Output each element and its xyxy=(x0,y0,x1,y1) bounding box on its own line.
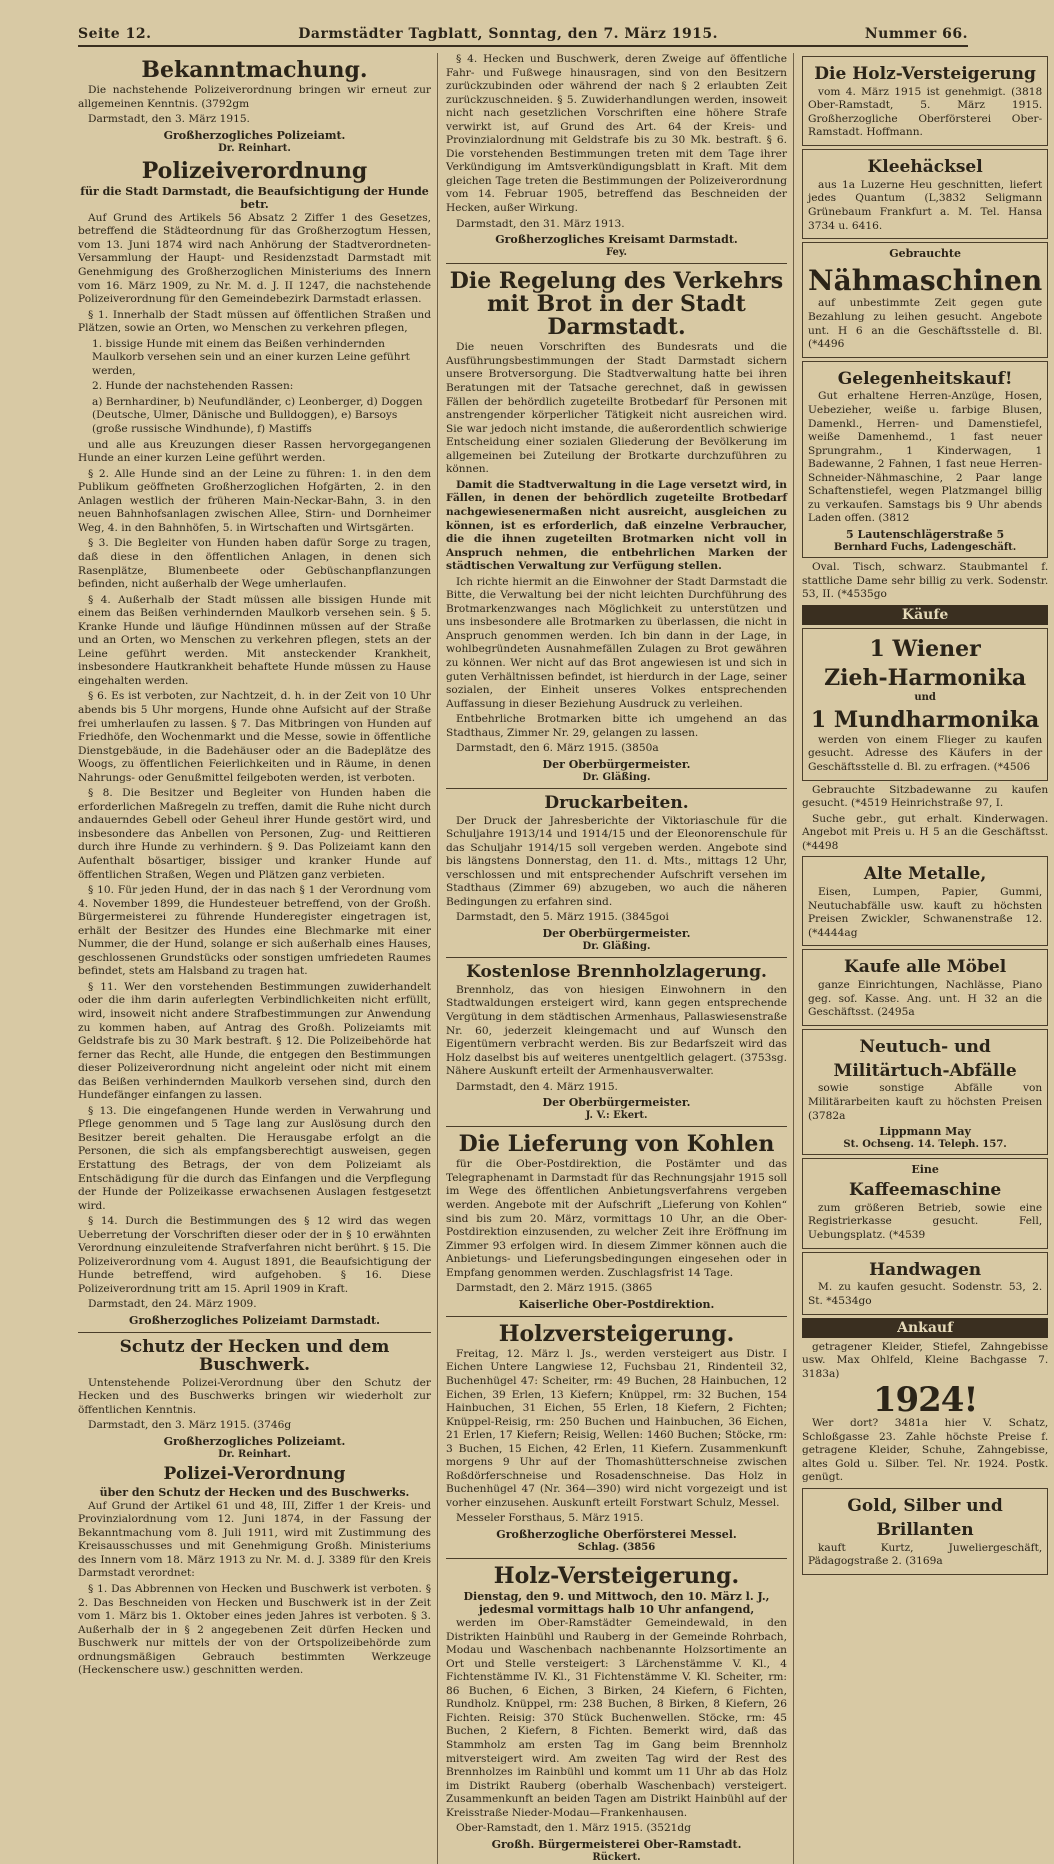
ad-text: Eisen, Lumpen, Papier, Gummi, Neutuchabfälle usw. kauft zu höchsten Preisen Zwickler, Schwanenstraße 12. (*4444ag xyxy=(808,886,1043,939)
ad-furniture xyxy=(802,949,1048,1025)
wood-auction-signature: Großherzogliche Oberförsterei Messel. xyxy=(496,1528,737,1541)
coal-notice-text: für die Ober-Postdirektion, die Postämter und das Telegraphenamt in Darmstadt für das Rechnungsjahr 1915 soll im Wege des öffentlichen Anbietungsverfahrens vergeben werden. Angebote mit der Aufschrift „Lieferung von Kohlen“ sind bis zum 20. März, vormittags 10 Uhr, an die Ober-Postdirektion einzusenden, zu welcher Zeit ihre Eröffnung im Zimmer 93 erfolgen wird. In diesem Zimmer können auch die Anbietungs- und Lieferungsbedingungen eingesehen oder in Empfang genommen werden. Zuschlagsfrist 14 Tage. xyxy=(446,1158,787,1279)
firewood-notice-signature: Der Oberbürgermeister. xyxy=(542,1096,691,1110)
divider xyxy=(446,788,787,789)
ad-text: ganze Einrichtungen, Nachlässe, Piano geg. sof. Kasse. Ang. unt. H 32 an die Geschäftsst. (2495a xyxy=(808,979,1043,1019)
ad-gold xyxy=(802,1488,1048,1575)
column-right xyxy=(802,53,1054,1864)
ad-title: Alte Metalle, xyxy=(863,864,987,885)
ad-title: Militärtuch-Abfälle xyxy=(833,1060,1017,1081)
wood-auction-date: Messeler Forsthaus, 5. März 1915. xyxy=(456,1512,644,1525)
ordinance-paragraph: und alle aus Kreuzungen dieser Rassen hervorgegangenen Hunde an einer kurzen Leine geführt werden. xyxy=(78,438,431,465)
divider xyxy=(446,1558,787,1559)
firewood-notice-date: Darmstadt, den 4. März 1915. xyxy=(456,1080,618,1093)
hedge-notice-title: Schutz der Hecken und dem Buschwerk. xyxy=(119,1337,390,1375)
masthead: Darmstädter Tagblatt, Sonntag, den 7. März 1915. xyxy=(298,26,719,42)
ad-text: auf unbestimmte Zeit gegen gute Bezahlung zu leihen gesucht. Angebote unt. H 6 an die Geschäftsstelle d. Bl. (*4496 xyxy=(808,297,1043,351)
hedge-ordinance-text: Auf Grund der Artikel 61 und 48, III, Ziffer 1 der Kreis- und Provinzialordnung vom 12. Juni 1874, in der Fassung der Bekanntmachung vom 8. Juli 1911, wird mit Zustimmung des Kreisausschusses und mit Genehmigung Großh. Ministeriums des Innern vom 18. März 1913 zu Nr. M. d. J. 3389 für den Kreis Darmstadt verordnet: xyxy=(78,1499,431,1580)
ad-bargain xyxy=(802,361,1048,558)
print-notice-text: Der Druck der Jahresberichte der Viktoriaschule für die Schuljahre 1913/14 und 1914/15 und der Eleonorenschule für das Schuljahr 1914/15 soll vergeben werden. Angebote sind bis längstens Donnerstag, den 11. d. Mts., mittags 12 Uhr, verschlossen und mit entsprechender Aufschrift versehen im Stadthaus (Zimmer 69) abzugeben, wo auch die näheren Bedingungen zu erfahren sind. xyxy=(446,814,787,908)
firewood-notice-name: J. V.: Ekert. xyxy=(585,1110,648,1122)
divider xyxy=(78,1332,431,1333)
ad-table: Oval. Tisch, schwarz. Staubmantel f. stattliche Dame sehr billig zu verk. Sodenstr. 53, II. (*4535go xyxy=(802,560,1049,601)
ad-name: Bernhard Fuchs, Ladengeschäft. xyxy=(833,541,1017,553)
firewood-notice-title: Kostenlose Brennholzlagerung. xyxy=(466,962,767,983)
ordinance-title: Polizeiverordnung xyxy=(141,157,368,184)
wood-auction-2-title: Holz-Versteigerung. xyxy=(493,1563,740,1589)
ad-text: kauft Kurtz, Juweliergeschäft, Pädagogstraße 2. (3169a xyxy=(808,1541,1043,1568)
page-number: Seite 12. xyxy=(78,26,152,42)
page-header xyxy=(78,26,968,47)
column-left xyxy=(78,53,438,1864)
ad-title: Gelegenheitskauf! xyxy=(837,368,1013,389)
ad-title: Neutuch- und xyxy=(859,1036,991,1057)
ordinance-breeds: a) Bernhardiner, b) Neufundländer, c) Leonberger, d) Doggen (Deutsche, Ulmer, Dänische und Bulldoggen), e) Barsoys (große russische Windhunde), f) Mastiffs xyxy=(92,395,423,436)
wood-auction-2-name: Rückert. xyxy=(592,1851,641,1863)
wood-auction-text: Freitag, 12. März l. Js., werden versteigert aus Distr. I Eichen Untere Langwiese 12, Fuchsbau 21, Rindenteil 32, Buchenhügel 47: Scheiter, rm: 49 Buchen, 28 Hainbuchen, 12 Eichen, 39 Erlen, 13 Kiefern; Knüppel, rm: 32 Buchen, 154 Hainbuchen, 31 Eichen, 55 Erlen, 18 Kiefern, 2 Fichten; Knüppel-Reisig, rm: 250 Buchen und Hainbuchen, 36 Eichen, 21 Erlen, 17 Kiefern; Reisig, Wellen: 1460 Buchen; Stöcke, rm: 3 Buchen, 15 Eichen, 42 Erlen, 11 Kiefern. Zusammenkunft morgens 9 Uhr auf der Thomashütterschneise zwischen Roßdörferschneise und Rosadenschneise. Das Holz in Buchenhügel 47 (Nr. 364—390) wird nicht vorgezeigt und ist vorher einzusehen. Auskunft erteilt Forstwart Schulz, Messel. xyxy=(446,1347,787,1509)
bread-notice-name: Dr. Gläßing. xyxy=(582,771,651,783)
hedge-notice-name: Dr. Reinhart. xyxy=(218,1448,291,1460)
bread-notice-paragraph: Entbehrliche Brotmarken bitte ich umgehend an das Stadthaus, Zimmer Nr. 29, gelangen zu lassen. xyxy=(446,713,787,739)
hedge-continued-text: § 4. Hecken und Buschwerk, deren Zweige auf öffentliche Fahr- und Fußwege hinausragen, sind von den Besitzern zurückzubinden oder während der nach § 2 erlaubten Zeit zurückzuschneiden. § 5. Zuwiderhandlungen werden, insoweit nicht nach gesetzlichen Vorschriften eine höhere Strafe verwirkt ist, auf Grund des Art. 64 der Kreis- und Provinzialordnung mit Geldstrafe bis zu 30 Mk. bestraft. § 6. Die vorstehenden Bestimmungen treten mit dem Tage ihrer Verkündigung im Amtsverkündigungsblatt in Kraft. Mit dem gleichen Tage treten die Bestimmungen der Polizeiverordnung vom 14. Februar 1905, betreffend das Beschneiden der Hecken, außer Wirkung. xyxy=(446,53,787,215)
ordinance-signature: Großherzogliches Polizeiamt Darmstadt. xyxy=(129,1314,380,1328)
bread-notice-title: Die Regelung des Verkehrs mit Brot in der Stadt Darmstadt. xyxy=(449,268,784,341)
ad-text: M. zu kaufen gesucht. Sodenstr. 53, 2. St. *4534go xyxy=(808,1281,1043,1307)
ad-text: vom 4. März 1915 ist genehmigt. (3818 Ober-Ramstadt, 5. März 1915. Großherzogliche Oberförsterei Ober-Ramstadt. Hoffmann. xyxy=(808,85,1043,139)
hedge-ordinance-paragraphs: § 1. Das Abbrennen von Hecken und Buschwerk ist verboten. § 2. Das Beschneiden von Hecken und Buschwerk ist in der Zeit vom 1. März bis 1. Oktober eines jeden Jahres ist verboten. § 3. Außerhalb der in § 2 angegebenen Zeit dürfen Hecken und Buschwerk nur mittels der von der Ortspolizeibehörde zum ordnungsmäßigen Gebrauch bestimmten Werkzeuge (Heckenschere usw.) geschnitten werden. xyxy=(78,1583,431,1677)
wood-auction-2-subtitle: Dienstag, den 9. und Mittwoch, den 10. März l. J., jedesmal vormittags halb 10 Uhr anfangend, xyxy=(463,1590,770,1617)
ordinance-paragraph: § 10. Für jeden Hund, der in das nach § 1 der Verordnung vom 4. November 1899, die Hundesteuer betreffend, von der Großh. Bürgermeisterei zu führende Hunderegister eingetragen ist, erhält der Besitzer des Hundes eine Blechmarke mit einer Nummer, die der Hund, solange er sich außerhalb eines Hauses, geschlossenen Grundstücks oder sonstigen umfriedeten Raumes befindet, stets am Halsband zu tragen hat. xyxy=(78,884,431,978)
ad-purchase-text: getragener Kleider, Stiefel, Zahngebisse usw. Max Ohlfeld, Kleine Bachgasse 7. 3183a) xyxy=(802,1340,1049,1380)
column-middle xyxy=(446,53,794,1864)
ordinance-paragraph: § 6. Es ist verboten, zur Nachtzeit, d. h. in der Zeit von 10 Uhr abends bis 5 Uhr morgens, Hunde ohne Aufsicht auf der Straße frei umherlaufen zu lassen. § 7. Das Mitbringen von Hunden auf Friedhöfe, den Wochenmarkt und die Messe, sowie in öffentliche Dienstgebäude, in die Badehäuser oder an die Badeplätze des Woogs, zu öffentlichen Feierlichkeiten und in Räume, in denen Nahrungs- oder Genußmittel feilgeboten werden, ist verboten. xyxy=(78,690,431,784)
ad-pram: Suche gebr., gut erhalt. Kinderwagen. Angebot mit Preis u. H 5 an die Geschäftsst. (*4498 xyxy=(802,812,1049,852)
ad-title: Kaufe alle Möbel xyxy=(844,957,1007,978)
ordinance-paragraph: Auf Grund des Artikels 56 Absatz 2 Ziffer 1 des Gesetzes, betreffend die Städteordnung für das Großherzogtum Hessen, vom 13. Juni 1874 wird nach Anhörung der Stadtverordneten-Versammlung der Haupt- und Residenzstadt Darmstadt mit Genehmigung des Großherzoglichen Ministeriums des Innern vom 16. März 1909, zu Nr. M. d. J. II 1247, die nachstehende Polizeiverordnung für den Gemeindebezirk Darmstadt erlassen. xyxy=(78,211,431,306)
ad-title: Die Holz-Versteigerung xyxy=(814,64,1036,84)
ad-and: und xyxy=(914,691,936,703)
section-buy-header: Käufe xyxy=(802,605,1048,625)
ad-address: St. Ochseng. 14. Teleph. 157. xyxy=(843,1139,1007,1151)
ad-title: 1 Mundharmonika xyxy=(810,706,1040,733)
ad-text: werden von einem Flieger zu kaufen gesucht. Adresse des Käufers in der Geschäftsstelle d. Bl. zu erfragen. (*4506 xyxy=(808,733,1043,773)
hedge-notice-text: Untenstehende Polizei-Verordnung über den Schutz der Hecken und des Buschwerks bringen wir wiederholt zur öffentlichen Kenntnis. xyxy=(78,1376,431,1416)
ordinance-list-item: 2. Hunde der nachstehenden Rassen: xyxy=(92,380,294,393)
wood-auction-name: Schlag. (3856 xyxy=(577,1542,656,1553)
ad-pretitle: Eine xyxy=(911,1163,939,1177)
wood-auction-title: Holzversteigerung. xyxy=(498,1320,735,1347)
ad-title: Nähmaschinen xyxy=(808,264,1043,298)
print-notice-date: Darmstadt, den 5. März 1915. (3845goi xyxy=(456,911,669,924)
ordinance-date: Darmstadt, den 24. März 1909. xyxy=(88,1298,257,1311)
ad-coffee-machine xyxy=(802,1158,1048,1248)
hedge-continued-name: Fey. xyxy=(605,247,628,259)
ad-clover xyxy=(802,149,1048,239)
ad-pretitle: Gebrauchte xyxy=(889,247,961,261)
ad-purchase-header: Ankauf xyxy=(802,1318,1048,1338)
bread-notice-signature: Der Oberbürgermeister. xyxy=(542,757,691,771)
ad-phone-text: Wer dort? 3481a hier V. Schatz, Schloßgasse 23. Zahle höchste Preise f. getragene Kleider, Schuhe, Zahngebisse, altes Gold u. Silber. Tel. Nr. 1924. Postk. genügt. xyxy=(802,1417,1049,1484)
ordinance-paragraph: § 2. Alle Hunde sind an der Leine zu führen: 1. in den dem Publikum geöffneten Großherzoglichen Hofgärten, 2. in den Anlagen westlich der früheren Main-Neckar-Bahn, 3. in den neuen Bahnhofsanlagen zwischen Allee, Stirn- und Dornheimer Weg, 4. in den Bahnhöfen, 5. in Wirtschaften und Wirtsgärten. xyxy=(78,467,431,534)
ad-text: aus 1a Luzerne Heu geschnitten, liefert jedes Quantum (L,3832 Seligmann Grünebaum Frankfurt a. M. Tel. Hansa 3734 u. 6416. xyxy=(808,178,1043,232)
divider xyxy=(446,1316,787,1317)
ad-title: Zieh-Harmonika xyxy=(824,664,1027,691)
wood-auction-2-date: Ober-Ramstadt, den 1. März 1915. (3521dg xyxy=(456,1822,691,1835)
divider xyxy=(446,263,787,264)
bread-notice-date: Darmstadt, den 6. März 1915. (3850a xyxy=(456,742,659,755)
ad-metals xyxy=(802,856,1048,946)
ad-bathtub: Gebrauchte Sitzbadewanne zu kaufen gesucht. (*4519 Heinrichstraße 97, I. xyxy=(802,783,1049,810)
ad-title: 1 Wiener xyxy=(869,635,981,662)
ordinance-paragraph: § 8. Die Besitzer und Begleiter von Hunden haben die erforderlichen Maßregeln zu treffen, damit die Ruhe nicht durch andauerndes Gebell oder Geheul ihrer Hunde gestört wird, und insbesondere das Anbellen von Personen, Zug- und Reittieren durch ihre Hunde zu verhindern. § 9. Das Polizeiamt kann den Aufenthalt bösartiger, bissiger und kranker Hunde auf öffentlichen Straßen, Wegen und Plätzen ganz verbieten. xyxy=(78,787,431,881)
print-notice-name: Dr. Gläßing. xyxy=(582,941,651,953)
ad-harmonica xyxy=(802,628,1048,781)
ad-cloth-scraps xyxy=(802,1029,1048,1155)
ad-handcart xyxy=(802,1252,1048,1315)
notice-text: Die nachstehende Polizeiverordnung bringen wir erneut zur allgemeinen Kenntnis. (3792gm xyxy=(78,84,431,110)
hedge-continued-date: Darmstadt, den 31. März 1913. xyxy=(456,217,625,230)
ad-address: 5 Lautenschlägerstraße 5 xyxy=(846,527,1005,541)
ad-text: Gut erhaltene Herren-Anzüge, Hosen, Uebezieher, weiße u. farbige Blusen, Damenkl., Herren- und Damenstiefel, weiße Damenhemd., 1 fast neuer Sprungrahm., 1 Kinderwagen, 1 Badewanne, 2 Fahnen, 1 fast neue Herren-Schneider-Nähmaschine, 2 Paar lange Schaftenstiefel, wegen Platzmangel billig zu verkaufen. Samstags bis 9 Uhr abends Laden offen. (3812 xyxy=(808,390,1043,525)
coal-notice-signature: Kaiserliche Ober-Postdirektion. xyxy=(518,1297,715,1311)
ad-sewing-machines xyxy=(802,242,1048,358)
ad-phone-number: 1924! xyxy=(872,1380,978,1421)
bread-notice-paragraph: Damit die Stadtverwaltung in die Lage versetzt wird, in Fällen, in denen der behördlich zugeteilte Brotbedarf nachgewiesenermaßen nicht ausreicht, ausgleichen zu können, ist es erforderlich, daß einzelne Verbraucher, die die ihnen zugeteilten Brotmarken nicht voll in Anspruch nehmen, die entbehrlichen Marken der städtischen Verwaltung zur Verfügung stellen. xyxy=(446,478,787,573)
ordinance-paragraph: § 4. Außerhalb der Stadt müssen alle bissigen Hunde mit einem das Beißen verhindernden Maulkorb versehen sein. § 5. Kranke Hunde und läufige Hündinnen müssen auf der Straße und an Orten, wo Menschen zu verkehren pflegen, stets an der Leine geführt werden. Mit ansteckender Krankheit, insbesondere Hautkrankheit behaftete Hunde müssen zu Hause eingehalten werden. xyxy=(78,593,431,687)
hedge-notice-date: Darmstadt, den 3. März 1915. (3746g xyxy=(88,1419,292,1432)
ad-name: Lippmann May xyxy=(879,1125,971,1139)
hedge-notice-signature: Großherzogliches Polizeiamt. xyxy=(163,1434,346,1448)
ordinance-paragraph: § 1. Innerhalb der Stadt müssen auf öffentlichen Straßen und Plätzen, sowie an Orten, wo Menschen zu verkehren pflegen, xyxy=(78,308,431,335)
hedge-ordinance-title: Polizei-Verordnung xyxy=(163,1463,346,1484)
bread-notice-paragraph: Die neuen Vorschriften des Bundesrats und die Ausführungsbestimmungen der Stadt Darmstadt sichern unsere Brotversorgung. Die Stadtverwaltung hatte bei ihren Beratungen mit der Tatsache gerechnet, daß in gewissen Fällen der behördlich zugeteilte Brotbedarf für Personen mit anstrengender körperlicher Tätigkeit nicht ausreichen wird. Sie war jedoch nicht imstande, die außerordentlich schwierige Entscheidung einer sozialen Gliederung der Bevölkerung im allgemeinen bei Zuteilung der Brotkarte durchzuführen zu können. xyxy=(446,341,787,476)
ordinance-paragraph: § 14. Durch die Bestimmungen des § 12 wird das wegen Ueberretung der Vorschriften dieser oder der in § 10 erwähnten Verordnung einzuleitende Strafverfahren nicht berührt. § 15. Die Polizeiverordnung vom 4. August 1891, die Beaufsichtigung der Hunde betreffend, wird aufgehoben. § 16. Diese Polizeiverordnung tritt am 15. April 1909 in Kraft. xyxy=(78,1215,431,1295)
coal-notice-title: Die Lieferung von Kohlen xyxy=(458,1131,775,1158)
hedge-ordinance-subtitle: über den Schutz der Hecken und des Buschwerks. xyxy=(99,1485,410,1499)
wood-auction-2-text: werden im Ober-Ramstädter Gemeindewald, in den Distrikten Hainbühl und Rauberg in der Gemeinde Rohrbach, Modau und Waschenbach nachbenannte Holzsortimente an Ort und Stelle versteigert: 3 Lärchenstämme V. Kl., 4 Fichtenstämme IV. Kl., 31 Fichtenstämme V. Kl. Scheiter, rm: 86 Buchen, 6 Eichen, 3 Birken, 24 Kiefern, 6 Fichten, Rundholz. Knüppel, rm: 238 Buchen, 8 Birken, 8 Kiefern, 26 Fichten. Reisig: 370 Stück Buchenwellen. Stöcke, rm: 45 Buchen, 2 Kiefern, 8 Fichten. Bemerkt wird, daß das Stammholz am ersten Tag im Gang beim Brennholz mitversteigert wird. Am zweiten Tag wird der Rest des Brennholzes im Rainbühl und kommt um 11 Uhr ab das Holz im Distrikt Rauberg (oberhalb Waschenbach) versteigert. Zusammenkunft an beiden Tagen am Distrikt Hainbühl auf der Kreisstraße Nieder-Modau—Frankenhausen. xyxy=(446,1617,787,1819)
print-notice-signature: Der Oberbürgermeister. xyxy=(542,927,691,941)
issue-number: Nummer 66. xyxy=(864,26,968,42)
notice-title: Bekanntmachung. xyxy=(141,57,368,83)
wood-auction-2-signature: Großh. Bürgermeisterei Ober-Ramstadt. xyxy=(491,1837,742,1851)
firewood-notice-text: Brennholz, das von hiesigen Einwohnern in den Stadtwaldungen ersteigert wird, kann gegen entsprechende Vergütung in dem städtischen Armenhaus, Pallaswiesenstraße Nr. 60, jederzeit kleingemacht und auf Wunsch den Eigentümern verbracht werden. Bis zur Bedarfszeit wird das Holz daselbst bis auf weiteres unentgeltlich gelagert. (3753sg. Nähere Auskunft erteilt der Armenhausverwalter. xyxy=(446,983,787,1078)
ordinance-subtitle: für die Stadt Darmstadt, die Beaufsichtigung der Hunde betr. xyxy=(80,184,429,211)
ordinance-paragraph: § 13. Die eingefangenen Hunde werden in Verwahrung und Pflege genommen und 5 Tage lang zur Auslösung durch den Besitzer bereit gehalten. Die Herausgabe erfolgt an die Personen, die sich als empfangsberechtigt ausweisen, gegen Erstattung des Betrags, der von dem Polizeiamt als Entschädigung für die durch das Einfangen und die Verpflegung der Hunde der Polizeikasse erwachsenen Auslagen festgesetzt wird. xyxy=(78,1104,431,1212)
ordinance-list-item: 1. bissige Hunde mit einem das Beißen verhindernden Maulkorb versehen sein und an einer kurzen Leine geführt werden, xyxy=(92,337,410,377)
ad-title: Gold, Silber und xyxy=(847,1495,1003,1516)
ad-title: Kaffeemaschine xyxy=(848,1180,1002,1201)
ordinance-paragraph: § 11. Wer den vorstehenden Bestimmungen zuwiderhandelt oder die ihm darin auferlegten Verbindlichkeiten nicht erfüllt, wird, insoweit nicht andere Strafbestimmungen zur Anwendung zu kommen haben, auf Antrag des Großh. Polizeiamts mit Geldstrafe bis zu 30 Mark bestraft. § 12. Die Polizeibehörde hat ferner das Recht, alle Hunde, die entgegen den Bestimmungen dieser Polizeiverordnung nicht angeleint oder nicht mit einem das Beißen verhindernden Maulkorb versehen sind, durch den Hundefänger einfangen zu lassen. xyxy=(78,980,431,1102)
ad-text: sowie sonstige Abfälle von Militärarbeiten kauft zu höchsten Preisen (3782a xyxy=(808,1082,1043,1122)
notice-date: Darmstadt, den 3. März 1915. xyxy=(88,113,250,126)
ordinance-paragraph: § 3. Die Begleiter von Hunden haben dafür Sorge zu tragen, daß diese in den öffentlichen Anlagen, in denen sich Rasenplätze, Blumenbeete oder Gebüschanpflanzungen befinden, nicht außerhalb der Wege umherlaufen. xyxy=(78,537,431,591)
coal-notice-date: Darmstadt, den 2. März 1915. (3865 xyxy=(456,1282,653,1295)
bread-notice-paragraph: Ich richte hiermit an die Einwohner der Stadt Darmstadt die Bitte, die Verwaltung bei der nicht leichten Durchführung des Brotmarkenzwanges nach Möglichkeit zu unterstützen und uns insbesondere alle Brotmarken zu überlassen, die nicht in Anspruch genommen werden. Ich bin dann in der Lage, in wohlbegründeten Ausnahmefällen Zulagen zu Brot gewähren zu können. Wer nicht auf das Brot angewiesen ist und sich in guten Verhältnissen befindet, ist hierdurch in der Lage, seiner sozialen, der Einheit unseres Volkes entsprechenden Auffassung in dieser Beziehung Ausdruck zu verleihen. xyxy=(446,575,787,710)
ad-text: zum größeren Betrieb, sowie eine Registrierkasse gesucht. Fell, Uebungsplatz. (*4539 xyxy=(808,1201,1043,1242)
notice-name: Dr. Reinhart. xyxy=(218,142,291,154)
ad-title: Kleehäcksel xyxy=(867,157,983,178)
ad-wood-approval xyxy=(802,56,1048,146)
divider xyxy=(446,1126,787,1127)
hedge-continued-signature: Großherzogliches Kreisamt Darmstadt. xyxy=(495,233,738,247)
ad-title: Handwagen xyxy=(869,1259,982,1280)
divider xyxy=(446,957,787,958)
ad-title: Brillanten xyxy=(876,1519,974,1540)
print-notice-title: Druckarbeiten. xyxy=(544,792,689,813)
notice-signature: Großherzogliches Polizeiamt. xyxy=(163,128,346,142)
